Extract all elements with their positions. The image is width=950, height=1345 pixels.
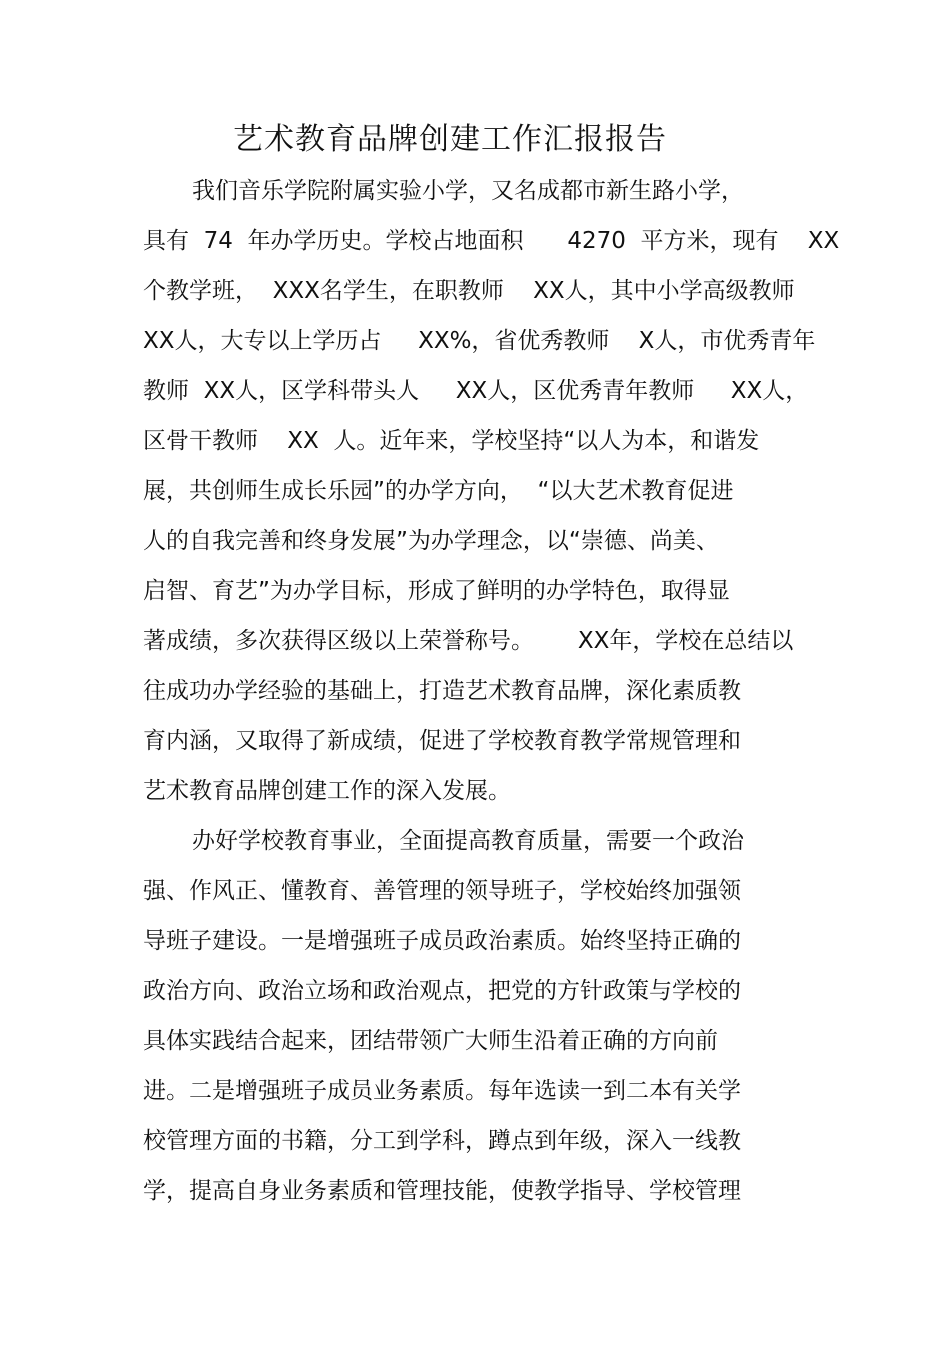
paragraph-line: 进。二是增强班子成员业务素质。每年选读一到二本有关学 xyxy=(143,1078,741,1104)
paragraph-line: 具有 74 年办学历史。学校占地面积 4270 平方米，现有 XX xyxy=(143,228,840,254)
paragraph-line: 育内涵，又取得了新成绩，促进了学校教育教学常规管理和 xyxy=(143,728,741,754)
paragraph-line: 我们音乐学院附属实验小学，又名成都市新生路小学， xyxy=(192,178,744,204)
paragraph-line: XX人，大专以上学历占 XX%，省优秀教师 X人，市优秀青年 xyxy=(143,328,816,354)
paragraph-line: 办好学校教育事业，全面提高教育质量，需要一个政治 xyxy=(192,828,744,854)
paragraph-line: 校管理方面的书籍，分工到学科，蹲点到年级，深入一线教 xyxy=(143,1128,741,1154)
paragraph-line: 导班子建设。一是增强班子成员政治素质。始终坚持正确的 xyxy=(143,928,741,954)
paragraph-line: 人的自我完善和终身发展”为办学理念，以“崇德、尚美、 xyxy=(143,528,719,554)
paragraph-line: 强、作风正、懂教育、善管理的领导班子，学校始终加强领 xyxy=(143,878,741,904)
paragraph-line: 启智、育艺”为办学目标，形成了鲜明的办学特色，取得显 xyxy=(143,578,730,604)
paragraph-line: 具体实践结合起来，团结带领广大师生沿着正确的方向前 xyxy=(143,1028,718,1054)
paragraph-line: 教师 XX人，区学科带头人 XX人，区优秀青年教师 XX人， xyxy=(143,378,809,404)
paragraph-line: 艺术教育品牌创建工作的深入发展。 xyxy=(143,778,511,804)
paragraph-line: 学，提高自身业务素质和管理技能，使教学指导、学校管理 xyxy=(143,1178,741,1204)
document-title: 艺术教育品牌创建工作汇报报告 xyxy=(233,122,667,157)
paragraph-line: 著成绩，多次获得区级以上荣誉称号。 XX年，学校在总结以 xyxy=(143,628,794,654)
paragraph-line: 个教学班， XXX名学生，在职教师 XX人，其中小学高级教师 xyxy=(143,278,795,304)
paragraph-line: 往成功办学经验的基础上，打造艺术教育品牌，深化素质教 xyxy=(143,678,741,704)
paragraph-line: 区骨干教师 XX 人。近年来，学校坚持“以人为本，和谐发 xyxy=(143,428,760,454)
paragraph-line: 展，共创师生成长乐园”的办学方向， “以大艺术教育促进 xyxy=(143,478,734,504)
paragraph-line: 政治方向、政治立场和政治观点，把党的方针政策与学校的 xyxy=(143,978,741,1004)
